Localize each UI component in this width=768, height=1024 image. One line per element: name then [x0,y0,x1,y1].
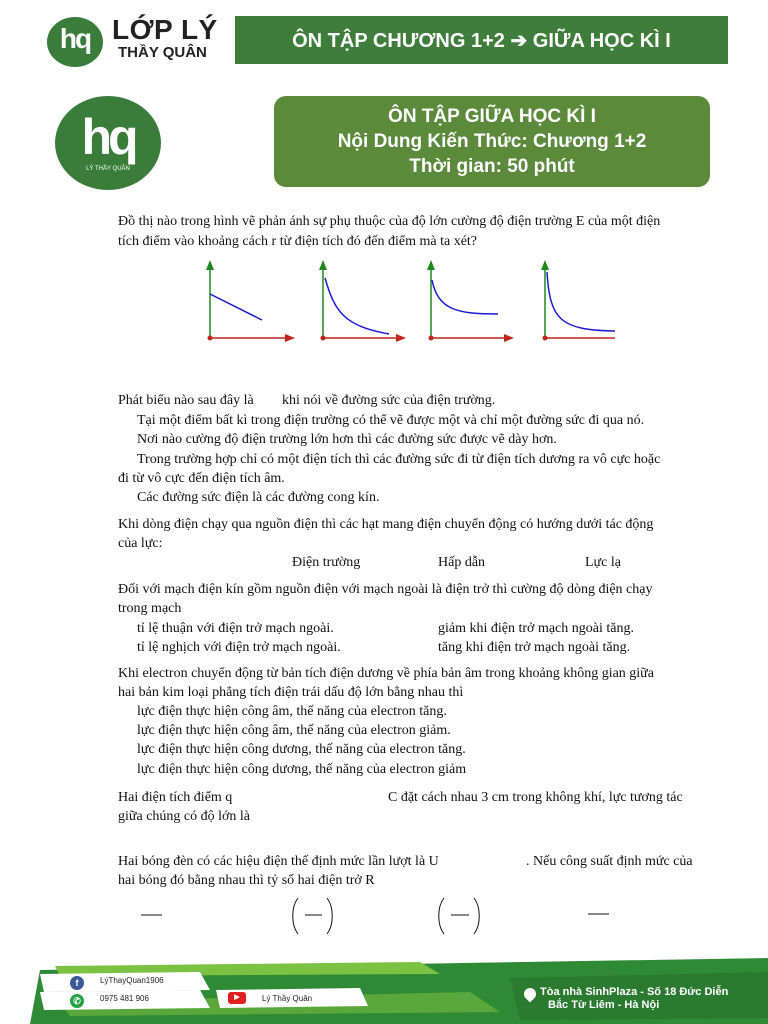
title-line-1: ÔN TẬP GIỮA HỌC KÌ I [388,106,596,127]
q5-option-b: lực điện thực hiện công âm, thế năng của electron giảm. [137,723,451,738]
q4-option-d: tăng khi điện trở mạch ngoài tăng. [438,640,631,655]
q5-line-2: hai bản kim loại phẳng tích điện trái dấu độ lớn bằng nhau thì [118,685,464,700]
title-line-3: Thời gian: 50 phút [409,156,575,177]
graph-d [541,260,615,342]
q2-option-b: Nơi nào cường độ điện trường lớn hơn thì các đường sức được vẽ dày hơn. [137,432,557,447]
q3-option-b: Điện trường [292,555,361,570]
q7-line-2: hai bóng đó bằng nhau thì tỷ số hai điện trở R [118,873,375,888]
q3-line-2: của lực: [118,536,163,551]
brand-teacher: THẦY QUÂN [118,44,207,61]
large-logo [55,96,161,190]
q4-line-1: Đối với mạch điện kín gồm nguồn điện với mạch ngoài là điện trở thì cường độ dòng điện chạy [118,582,653,597]
large-logo-caption: LÝ THẦY QUÂN [86,166,130,172]
footer-address [540,986,728,1012]
q1-graphs [195,258,615,348]
option-c-fraction [439,898,480,934]
q2-option-d: Các đường sức điện là các đường cong kín. [137,490,380,505]
q6-line-2: giữa chúng có độ lớn là [118,809,251,824]
q6-part-2: C đặt cách nhau 3 cm trong không khí, lực tương tác [388,790,683,805]
q3-line-1: Khi dòng điện chạy qua nguồn điện thì các hạt mang điện chuyển động có hướng dưới tác động [118,517,654,532]
q4-option-b: giảm khi điện trở mạch ngoài tăng. [438,621,634,636]
graph-c [427,260,514,342]
title-line-2: Nội Dung Kiến Thức: Chương 1+2 [337,131,647,152]
q2-option-c-1: Trong trường hợp chỉ có một điện tích thì các đường sức đi từ điện tích dương ra vô cực hoặc [137,452,661,467]
q5-option-a: lực điện thực hiện công âm, thế năng của electron tăng. [137,704,447,719]
q1-line-1: Đồ thị nào trong hình vẽ phản ánh sự phụ thuộc của độ lớn cường độ điện trường E của một điện [118,214,661,229]
q1-line-2: tích điểm vào khoảng cách r từ điện tích đó đến điểm mà ta xét? [118,234,478,249]
brand-logo-mark: hq [59,23,91,54]
q5-option-d: lực điện thực hiện công dương, thế năng của electron giảm [137,762,467,777]
q2-stem-b: khi nói về đường sức của điện trường. [282,393,496,408]
q7-part-2: . Nếu công suất định mức của [526,854,693,869]
title-box [274,96,710,187]
q3-option-c: Hấp dẫn [438,555,486,570]
graph-b [319,260,406,342]
q4-line-2: trong mạch [118,601,182,616]
q6-part-1: Hai điện tích điểm q [118,790,233,805]
q4-option-a: tỉ lệ thuận với điện trở mạch ngoài. [137,621,334,636]
phone-icon: ✆ [70,994,84,1008]
footer-address-line-2: Bắc Từ Liêm - Hà Nội [548,999,660,1011]
youtube-icon: ▶ [228,992,246,1004]
q2-option-a: Tại một điểm bất kì trong điện trường có thể vẽ được một và chỉ một đường sức đi qua nó. [137,413,645,428]
q5-option-c: lực điện thực hiện công dương, thế năng của electron tăng. [137,742,466,757]
facebook-icon: f [70,976,84,990]
footer-youtube[interactable]: Lý Thầy Quân [262,994,313,1003]
q2-option-c-2: đi từ vô cực đến điện tích âm. [118,471,285,486]
footer-facebook[interactable]: LýThayQuan1906 [100,976,164,985]
brand-name: LỚP LÝ [112,14,218,45]
q4-option-c: tỉ lệ nghịch với điện trở mạch ngoài. [137,640,341,655]
q3-option-d: Lực lạ [585,555,621,570]
graph-a [206,260,295,342]
q7-options [135,895,615,940]
q7-part-1: Hai bóng đèn có các hiệu điện thế định mức lần lượt là U [118,854,439,869]
footer-address-line-1: Tòa nhà SinhPlaza - Số 18 Đức Diễn [540,986,729,998]
q2-stem-a: Phát biểu nào sau đây là [118,393,254,408]
footer-phone[interactable]: 0975 481 906 [100,994,149,1003]
header-banner: ÔN TẬP CHƯƠNG 1+2 ➔ GIỮA HỌC KÌ I [235,16,728,64]
large-logo-mark: hq [81,109,135,165]
option-b-fraction [293,898,333,934]
brand-logo [47,17,103,67]
q5-line-1: Khi electron chuyển động từ bản tích điện dương về phía bản âm trong khoảng không gian giữa [118,666,654,681]
